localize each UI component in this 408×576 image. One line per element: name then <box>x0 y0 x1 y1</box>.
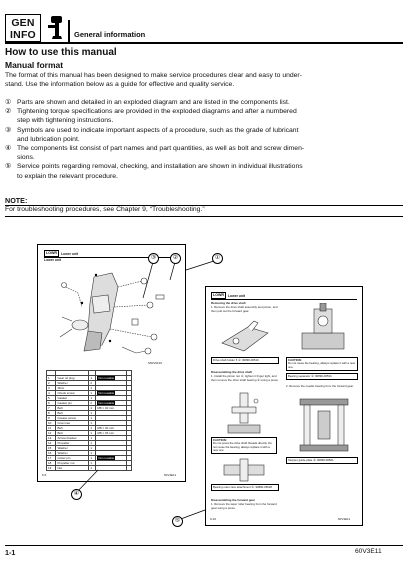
table-cell: 13 <box>47 435 56 440</box>
sample-b-step-4: 2. Remove the needle bearing from the forward gear. <box>286 384 354 388</box>
callout-5: ⑤ <box>172 516 183 527</box>
list-item-text: Tightening torque specifications are provided in the exploded diagrams and after a numbered <box>17 108 297 116</box>
table-cell: 17 <box>47 455 56 460</box>
table-cell: 7 <box>47 405 56 410</box>
section-subtitle: Manual format <box>5 60 64 70</box>
table-cell: Propeller <box>56 440 89 445</box>
table-cell: 12 <box>47 430 56 435</box>
table-cell: 1 <box>89 425 96 430</box>
table-cell: M8 × 40 mm <box>96 405 127 410</box>
table-cell: 1 <box>89 465 96 470</box>
not-reusable-badge: Not reusable <box>98 375 115 380</box>
table-cell: Bolt <box>56 410 89 415</box>
sample-b-spec-1: Drive shaft holder 5 ①: 90890-06519 <box>211 357 279 364</box>
table-cell: Bolt <box>56 425 89 430</box>
sample-b-heading-1: Removing the drive shaft <box>211 301 246 305</box>
table-cell: 19 <box>47 465 56 470</box>
table-cell: Washer <box>56 380 89 385</box>
list-item-text: Service points regarding removal, checking, and installation are shown in individual illustrations <box>17 163 303 171</box>
intro-line-2: stand. Use the information below as a guide for effective and quality service. <box>5 81 235 89</box>
table-cell: Check screw <box>56 390 89 395</box>
sample-b-step-1: 1. Remove the drive shaft assembly and pinion, and then pull out the forward gear. <box>211 305 278 313</box>
table-cell: 1 <box>89 445 96 450</box>
sample-b-step-2: 1. Install the pinion nut ①, tighten it finger tight, and then remove the drive shaft bearing ② using a press. <box>211 374 279 382</box>
sample-a-page-number: 6-5 <box>42 473 47 477</box>
list-item-number: ③ <box>5 126 12 134</box>
sample-b-caution2-text: Do not reuse the bearing, always replace it with a new one. <box>288 361 356 369</box>
table-cell: 1 <box>47 375 56 380</box>
header-title: General information <box>74 30 146 39</box>
list-item-number: ② <box>5 108 12 116</box>
sample-b-title: Lower unit <box>227 293 246 298</box>
note-text: For troubleshooting procedures, see Chapter 9, “Troubleshooting.” <box>5 206 205 213</box>
table-cell: 3 <box>47 385 56 390</box>
table-cell: Washer <box>56 450 89 455</box>
table-cell: 1 <box>89 375 96 380</box>
list-item-text: sions. <box>17 154 35 162</box>
intro-line-1: The format of this manual has been designed to make service procedures clear and easy to under- <box>5 72 302 79</box>
callout-2: ② <box>170 253 181 264</box>
table-cell: 2 <box>89 380 96 385</box>
table-cell: Gasket pin <box>56 400 89 405</box>
table-cell: 6 <box>47 400 56 405</box>
table-cell: Shim <box>56 385 89 390</box>
table-cell: 15 <box>47 445 56 450</box>
table-cell: 1 <box>89 385 96 390</box>
sample-b-heading-3: Disassembling the forward gear <box>211 498 255 502</box>
table-cell: 1 <box>89 440 96 445</box>
list-item-number: ④ <box>5 145 12 153</box>
table-cell: 4 <box>47 390 56 395</box>
list-item-text: and lubrication point. <box>17 135 80 143</box>
sample-b-spec-2: Bearing separator ①: 90890-06534 <box>286 373 358 380</box>
table-cell: 8 <box>47 410 56 415</box>
callout-4: ④ <box>71 489 82 500</box>
section-code-info: INFO <box>10 29 36 41</box>
page-title: How to use this manual <box>5 47 117 58</box>
section-code-gen: GEN <box>11 17 35 29</box>
sample-b-heading-2: Disassembling the drive shaft <box>211 370 252 374</box>
sample-b-code: 60V3E11 <box>338 517 351 521</box>
table-cell: 1 <box>89 390 96 395</box>
table-cell: 5 <box>47 395 56 400</box>
table-cell: 1 <box>89 455 96 460</box>
sample-b-section-tab: LOWR <box>213 293 224 297</box>
list-item-text: Symbols are used to indicate important aspects of a procedure, such as the grade of lubricant <box>17 126 299 134</box>
table-cell: 1 <box>89 430 96 435</box>
sample-a-section-tab: LOWR <box>46 251 57 255</box>
table-cell: 16 <box>47 450 56 455</box>
not-reusable-badge: Not reusable <box>98 390 115 395</box>
sample-a-diagram-code: S60V6120 <box>148 361 163 365</box>
list-item-number: ① <box>5 99 12 106</box>
table-cell: Grommet <box>56 420 89 425</box>
table-cell: Screw bracket <box>56 435 89 440</box>
table-cell: 14 <box>47 440 56 445</box>
table-cell: 1 <box>89 435 96 440</box>
table-cell: 1 <box>89 410 96 415</box>
table-cell: 2 <box>47 380 56 385</box>
sample-b-spec-4: Stopper guide plate ①: 90890-06501 <box>286 457 358 464</box>
table-cell: 2 <box>89 400 96 405</box>
table-cell: 1 <box>89 415 96 420</box>
table-cell: M8 × 45 mm <box>96 430 127 435</box>
list-item-text: to explain the relevant procedure. <box>17 172 118 180</box>
not-reusable-badge: Not reusable <box>98 400 115 405</box>
callout-3: ③ <box>148 253 159 264</box>
table-cell: 10 <box>47 420 56 425</box>
sample-b-caution-heading: CAUTION: <box>213 437 227 442</box>
sample-b-caution-text: Do not press the drive shaft threads directly. Do not reuse the bearing, always replace it with a new one. <box>213 441 272 453</box>
table-cell: 1 <box>89 395 96 400</box>
table-cell: 11 <box>47 425 56 430</box>
note-heading: NOTE: <box>5 196 28 205</box>
table-cell: 18 <box>47 460 56 465</box>
table-cell: 4 <box>89 405 96 410</box>
table-cell: 1 <box>89 450 96 455</box>
sample-b-spec-3: Bearing outer race attachment ①: 90890-06628 <box>211 484 279 491</box>
table-cell: Grease screw <box>56 415 89 420</box>
sample-b-step-3: 1. Remove the taper roller bearing from the forward gear using a press. <box>211 502 277 510</box>
table-cell: Nut <box>56 465 89 470</box>
not-reusable-badge: Not reusable <box>98 455 115 460</box>
list-item-text: The components list consist of part names and part quantities, as well as bolt and screw dimen- <box>17 145 305 153</box>
sample-a-title: Lower unit <box>60 251 79 256</box>
list-item-number: ⑤ <box>5 163 12 171</box>
table-cell: 1 <box>89 420 96 425</box>
table-cell: Cotter pin <box>56 455 89 460</box>
sample-b-caution2-heading: CAUTION: <box>288 357 302 362</box>
table-cell: Washer <box>56 445 89 450</box>
document-code: 60V3E11 <box>355 548 382 555</box>
callout-1: ① <box>212 253 223 264</box>
table-cell: Bolt <box>56 430 89 435</box>
table-cell: Gasket <box>56 395 89 400</box>
page-number: 1-1 <box>5 548 16 557</box>
table-cell: Gear oil plug <box>56 375 89 380</box>
table-cell: Propeller nut <box>56 460 89 465</box>
sample-b-page-number: 6-16 <box>210 517 217 521</box>
sample-a-code: 60V3E11 <box>164 473 177 477</box>
footer-rule <box>5 545 403 546</box>
list-item-text: Parts are shown and detailed in an exploded diagram and are listed in the components list. <box>17 99 290 106</box>
list-item-text: step with tightening instructions. <box>17 117 114 125</box>
table-cell: 9 <box>47 415 56 420</box>
table-cell: Bolt <box>56 405 89 410</box>
table-cell: M8 × 30 mm <box>96 425 127 430</box>
sample-a-sub: Lower unit <box>44 258 62 262</box>
table-cell: 1 <box>89 460 96 465</box>
